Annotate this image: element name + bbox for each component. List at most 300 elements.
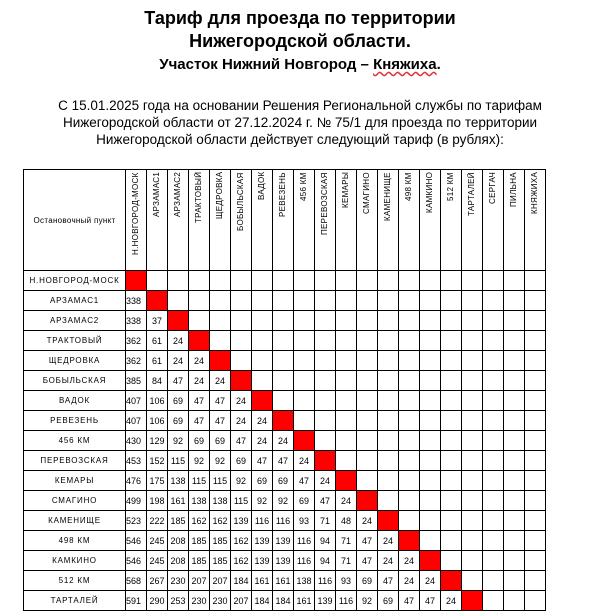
empty-cell [525,351,546,371]
diagonal-cell [357,491,378,511]
column-header [420,170,441,271]
fare-cell: 116 [294,531,315,551]
table-row [24,591,546,611]
empty-cell [462,271,483,291]
row-station-label: 512 КМ [24,571,126,591]
empty-cell [525,531,546,551]
fare-cell: 385 [126,371,147,391]
empty-cell [525,411,546,431]
column-header [231,170,252,271]
fare-cell: 161 [273,571,294,591]
fare-cell: 24 [168,331,189,351]
empty-cell [357,471,378,491]
empty-cell [504,571,525,591]
empty-cell [399,371,420,391]
empty-cell [357,311,378,331]
fare-cell: 162 [210,511,231,531]
empty-cell [315,431,336,451]
column-header [357,170,378,271]
diagonal-cell [168,311,189,331]
fare-cell: 69 [189,431,210,451]
empty-cell [525,431,546,451]
empty-cell [315,371,336,391]
empty-cell [525,471,546,491]
empty-cell [525,571,546,591]
fare-cell: 115 [189,471,210,491]
column-header-label: РЕВЕЗЕНЬ [278,172,287,217]
empty-cell [273,351,294,371]
intro-line: С 15.01.2025 года на основании Решения Региональной службы по тарифам [58,98,542,113]
fare-cell: 106 [147,391,168,411]
empty-cell [336,451,357,471]
row-station-label: ТРАКТОВЫЙ [24,331,126,351]
empty-cell [273,391,294,411]
fare-cell: 338 [126,311,147,331]
empty-cell [483,451,504,471]
fare-cell: 37 [147,311,168,331]
empty-cell [378,431,399,451]
fare-cell: 47 [252,451,273,471]
column-header-label: БОБЫЛЬСКАЯ [236,172,245,231]
table-row [24,471,546,491]
fare-cell: 47 [357,531,378,551]
empty-cell [483,491,504,511]
empty-cell [441,491,462,511]
empty-cell [420,411,441,431]
empty-cell [399,471,420,491]
fare-cell: 546 [126,531,147,551]
empty-cell [357,271,378,291]
row-station-label: КАМКИНО [24,551,126,571]
document-title-region: Нижегородской области. [189,31,411,51]
fare-cell: 92 [273,491,294,511]
fare-cell: 568 [126,571,147,591]
fare-cell: 24 [252,431,273,451]
fare-cell: 139 [252,531,273,551]
fare-cell: 185 [210,531,231,551]
fare-cell: 161 [168,491,189,511]
empty-cell [420,351,441,371]
fare-cell: 338 [126,291,147,311]
fare-cell: 161 [294,591,315,611]
empty-cell [336,431,357,451]
empty-cell [189,271,210,291]
table-row [24,291,546,311]
empty-cell [399,411,420,431]
fare-cell: 115 [168,451,189,471]
row-station-label: 456 КМ [24,431,126,451]
empty-cell [483,351,504,371]
fare-cell: 24 [294,451,315,471]
fare-cell: 47 [294,471,315,491]
empty-cell [378,471,399,491]
empty-cell [378,411,399,431]
empty-cell [399,451,420,471]
column-header-label: ЩЕДРОВКА [215,172,224,220]
empty-cell [357,431,378,451]
fare-cell: 139 [273,531,294,551]
fare-cell: 139 [315,591,336,611]
column-header-label: Н.НОВГОРОД-МОСК [131,172,140,255]
empty-cell [462,491,483,511]
diagonal-cell [294,431,315,451]
empty-cell [294,331,315,351]
fare-cell: 207 [189,571,210,591]
fare-cell: 24 [357,511,378,531]
row-station-label: РЕВЕЗЕНЬ [24,411,126,431]
empty-cell [315,291,336,311]
empty-cell [231,271,252,291]
row-station-label: АРЗАМАС1 [24,291,126,311]
empty-cell [210,331,231,351]
diagonal-cell [210,351,231,371]
fare-cell: 499 [126,491,147,511]
row-station-label: КАМЕНИЩЕ [24,511,126,531]
empty-cell [504,411,525,431]
intro-line: Нижегородской области действует следующий тариф (в рублях): [96,132,504,147]
empty-cell [273,311,294,331]
empty-cell [378,271,399,291]
diagonal-cell [441,571,462,591]
empty-cell [273,371,294,391]
empty-cell [294,291,315,311]
empty-cell [483,471,504,491]
empty-cell [441,371,462,391]
empty-cell [294,411,315,431]
fare-cell: 230 [189,591,210,611]
fare-cell: 184 [231,571,252,591]
empty-cell [483,411,504,431]
empty-cell [441,391,462,411]
fare-cell: 290 [147,591,168,611]
empty-cell [252,291,273,311]
fare-cell: 245 [147,551,168,571]
subtitle-prefix: Участок Нижний Новгород – [159,56,374,73]
column-header [483,170,504,271]
fare-cell: 162 [189,511,210,531]
table-row [24,271,546,291]
column-header [294,170,315,271]
fare-cell: 407 [126,391,147,411]
fare-cell: 175 [147,471,168,491]
fare-cell: 198 [147,491,168,511]
empty-cell [441,471,462,491]
empty-cell [168,271,189,291]
empty-cell [273,271,294,291]
empty-cell [483,551,504,571]
fare-cell: 47 [231,431,252,451]
column-header [504,170,525,271]
row-station-label: ПЕРЕВОЗСКАЯ [24,451,126,471]
row-station-label: БОБЫЛЬСКАЯ [24,371,126,391]
column-header [336,170,357,271]
fare-cell: 24 [315,471,336,491]
subtitle-place: Княжиха [373,56,437,73]
empty-cell [420,471,441,491]
fare-cell: 116 [336,591,357,611]
empty-cell [504,371,525,391]
empty-cell [483,591,504,611]
empty-cell [357,451,378,471]
fare-cell: 245 [147,531,168,551]
fare-cell: 116 [273,511,294,531]
empty-cell [441,431,462,451]
fare-cell: 93 [336,571,357,591]
fare-cell: 24 [168,351,189,371]
empty-cell [420,291,441,311]
empty-cell [483,431,504,451]
fare-cell: 92 [189,451,210,471]
empty-cell [252,371,273,391]
empty-cell [504,491,525,511]
empty-cell [504,311,525,331]
fare-cell: 253 [168,591,189,611]
fare-cell: 92 [231,471,252,491]
empty-cell [525,391,546,411]
fare-cell: 116 [315,571,336,591]
empty-cell [483,291,504,311]
column-header-label: 456 КМ [299,172,308,201]
empty-cell [399,271,420,291]
empty-cell [525,551,546,571]
empty-cell [525,291,546,311]
empty-cell [357,371,378,391]
document-subtitle [0,56,600,74]
empty-cell [315,271,336,291]
empty-cell [462,451,483,471]
table-row [24,491,546,511]
fare-cell: 138 [210,491,231,511]
fare-cell: 362 [126,351,147,371]
table-row [24,411,546,431]
fare-cell: 162 [231,551,252,571]
fare-cell: 47 [210,411,231,431]
fare-cell: 47 [273,451,294,471]
diagonal-cell [273,411,294,431]
fare-cell: 139 [252,551,273,571]
empty-cell [357,331,378,351]
column-header [210,170,231,271]
fare-cell: 69 [294,491,315,511]
empty-cell [483,511,504,531]
fare-cell: 115 [231,491,252,511]
fare-cell: 106 [147,411,168,431]
table-row [24,391,546,411]
empty-cell [294,371,315,391]
empty-cell [252,331,273,351]
empty-cell [399,431,420,451]
empty-cell [378,371,399,391]
empty-cell [441,411,462,431]
fare-cell: 139 [273,551,294,571]
column-header-label: ТАРТАЛЕЙ [467,172,476,216]
fare-cell: 208 [168,531,189,551]
fare-cell: 24 [273,431,294,451]
fare-cell: 84 [147,371,168,391]
empty-cell [378,451,399,471]
empty-cell [462,391,483,411]
empty-cell [231,311,252,331]
empty-cell [525,271,546,291]
fare-cell: 69 [273,471,294,491]
empty-cell [294,391,315,411]
fare-cell: 93 [294,511,315,531]
empty-cell [504,551,525,571]
fare-cell: 69 [357,571,378,591]
fare-cell: 24 [378,551,399,571]
empty-cell [399,511,420,531]
document-title: Тариф для проезда по территории [144,8,456,28]
fare-cell: 69 [210,431,231,451]
empty-cell [336,331,357,351]
fare-cell: 24 [420,571,441,591]
fare-cell: 185 [189,551,210,571]
empty-cell [462,311,483,331]
column-header-label: КАМЕНИЩЕ [383,172,392,221]
column-header-label: ВАДОК [257,172,266,201]
empty-cell [315,311,336,331]
empty-cell [483,331,504,351]
empty-cell [483,391,504,411]
fare-cell: 92 [357,591,378,611]
diagonal-cell [420,551,441,571]
fare-cell: 230 [168,571,189,591]
fare-cell: 523 [126,511,147,531]
empty-cell [504,331,525,351]
empty-cell [525,511,546,531]
fare-cell: 407 [126,411,147,431]
empty-cell [378,291,399,311]
table-row [24,351,546,371]
fare-cell: 138 [294,571,315,591]
column-header [399,170,420,271]
empty-cell [525,371,546,391]
column-header [147,170,168,271]
fare-cell: 94 [315,531,336,551]
empty-cell [504,271,525,291]
empty-cell [441,331,462,351]
fare-cell: 71 [315,511,336,531]
table-row [24,451,546,471]
empty-cell [189,291,210,311]
empty-cell [420,431,441,451]
empty-cell [210,311,231,331]
column-header [441,170,462,271]
empty-cell [210,291,231,311]
table-row [24,331,546,351]
empty-cell [399,331,420,351]
diagonal-cell [315,451,336,471]
column-header [252,170,273,271]
row-station-label: ВАДОК [24,391,126,411]
fare-cell: 152 [147,451,168,471]
fare-cell: 61 [147,351,168,371]
fare-cell: 184 [273,591,294,611]
empty-cell [504,451,525,471]
table-row [24,571,546,591]
fare-cell: 69 [378,591,399,611]
row-station-label: ЩЕДРОВКА [24,351,126,371]
column-header-label: СЕРГАЧ [488,172,497,205]
empty-cell [378,391,399,411]
empty-cell [504,391,525,411]
empty-cell [441,451,462,471]
empty-cell [462,351,483,371]
fare-cell: 162 [231,531,252,551]
diagonal-cell [336,471,357,491]
empty-cell [483,571,504,591]
column-header-label: СМАГИНО [362,172,371,214]
empty-cell [504,471,525,491]
fare-cell: 129 [147,431,168,451]
fare-cell: 69 [231,451,252,471]
diagonal-cell [399,531,420,551]
fare-cell: 47 [420,591,441,611]
fare-cell: 139 [231,511,252,531]
column-header-label: КЕМАРЫ [341,172,350,209]
fare-table-body [24,271,546,611]
fare-cell: 453 [126,451,147,471]
fare-cell: 138 [168,471,189,491]
empty-cell [336,371,357,391]
empty-cell [462,411,483,431]
empty-cell [441,291,462,311]
row-station-label: АРЗАМАС2 [24,311,126,331]
fare-cell: 24 [336,491,357,511]
empty-cell [336,291,357,311]
empty-cell [462,511,483,531]
empty-cell [231,291,252,311]
fare-cell: 362 [126,331,147,351]
empty-cell [315,351,336,371]
empty-cell [189,311,210,331]
fare-cell: 24 [189,351,210,371]
fare-cell: 24 [189,371,210,391]
column-header-label: КНЯЖИХА [530,172,539,215]
column-header-label: 512 КМ [446,172,455,201]
corner-label: Остановочный пункт [24,170,126,271]
empty-cell [504,351,525,371]
fare-cell: 116 [252,511,273,531]
fare-cell: 116 [294,551,315,571]
fare-cell: 430 [126,431,147,451]
empty-cell [294,271,315,291]
empty-cell [462,431,483,451]
table-row [24,431,546,451]
empty-cell [420,511,441,531]
column-header [315,170,336,271]
empty-cell [441,531,462,551]
fare-cell: 24 [210,371,231,391]
empty-cell [357,391,378,411]
row-station-label: СМАГИНО [24,491,126,511]
empty-cell [420,491,441,511]
empty-cell [147,271,168,291]
column-header [378,170,399,271]
fare-cell: 115 [210,471,231,491]
fare-cell: 69 [168,391,189,411]
empty-cell [336,411,357,431]
empty-cell [378,351,399,371]
fare-cell: 47 [378,571,399,591]
fare-cell: 185 [210,551,231,571]
fare-cell: 591 [126,591,147,611]
empty-cell [441,271,462,291]
column-header-label: АРЗАМАС2 [173,172,182,218]
fare-cell: 207 [231,591,252,611]
empty-cell [294,351,315,371]
fare-cell: 185 [168,511,189,531]
